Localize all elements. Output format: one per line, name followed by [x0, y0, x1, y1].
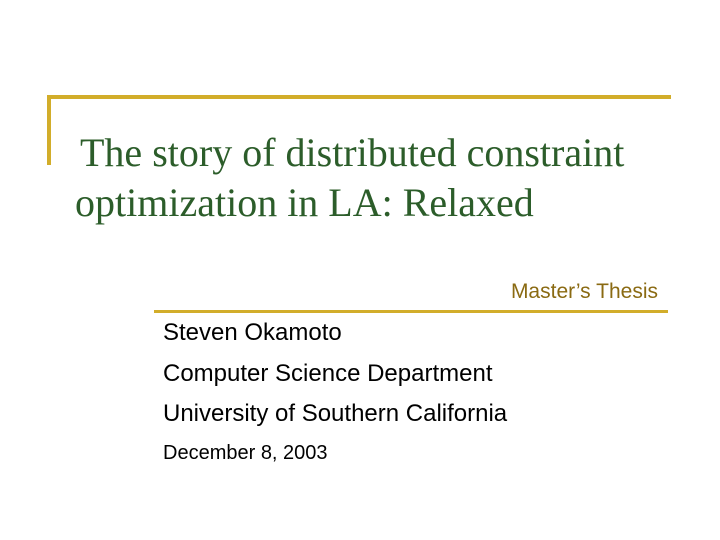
top-accent-rule	[47, 95, 671, 99]
title-line-2: optimization in LA: Relaxed	[75, 180, 534, 225]
department-name: Computer Science Department	[163, 360, 493, 387]
slide-subtitle: Master’s Thesis	[510, 280, 658, 303]
title-line-1: The story of distributed constraint	[80, 130, 625, 175]
university-name: University of Southern California	[163, 400, 508, 427]
author-name: Steven Okamoto	[163, 319, 342, 346]
presentation-date: December 8, 2003	[163, 442, 328, 464]
subtitle-underline-rule	[154, 310, 668, 313]
left-accent-rule	[47, 95, 51, 165]
slide-title	[75, 128, 700, 228]
